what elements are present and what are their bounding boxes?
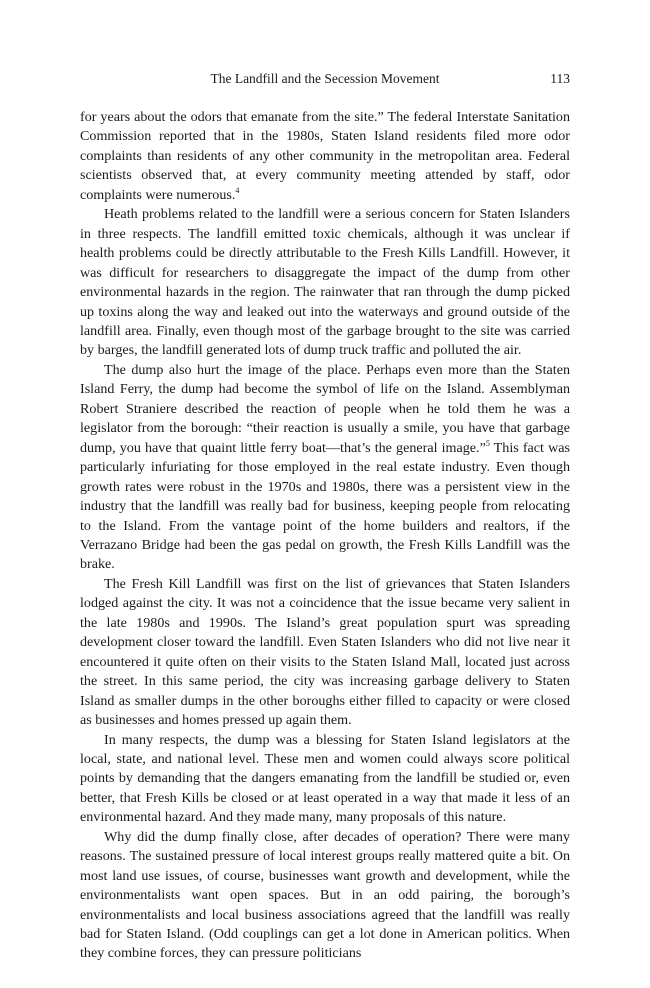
paragraph-text: Why did the dump finally close, after decades of operation? There were many reasons. The sustained pressure of local interest groups really mattered quite a bit. On most land use issues, of course, businesses want growth and development, while the environmentalists want open spaces. But in an odd pairing, the borough’s environmentalists and local business associations agreed that the landfill was really bad for Staten Island. (Odd couplings can get a lot done in American politics. When they combine forces, they can pressure politicians: [80, 828, 570, 962]
paragraph-5: [80, 731, 570, 828]
paragraph-6: [80, 828, 570, 964]
running-header: [80, 70, 570, 88]
paragraph-text: Heath problems related to the landfill were a serious concern for Staten Islanders in three respects. The landfill emitted toxic chemicals, although it was unclear if health problems could be directly attributable to the Fresh Kills Landfill. However, it was difficult for researchers to disaggregate the impact of the dump from other environmental hazards in the region. The rainwater that ran through the dump picked up toxins along the way and leaked out into the waterways and ground outside of the landfill area. Finally, even though most of the garbage brought to the site was carried by barges, the landfill generated lots of dump truck traffic and polluted the air.: [80, 206, 570, 359]
paragraph-2: [80, 205, 570, 361]
page-number: 113: [550, 71, 570, 86]
paragraph-3: [80, 361, 570, 575]
paragraph-4: [80, 575, 570, 731]
paragraph-text: In many respects, the dump was a blessing for Staten Island legislators at the local, state, and national level. These men and women could always score political points by demanding that the dangers emanating from the landfill be studied or, even better, that Fresh Kills be closed or at least operated in a way that made it less of an environmental hazard. And they made many, many proposals of this nature.: [80, 731, 570, 826]
paragraph-text: for years about the odors that emanate from the site.” The federal Interstate Sanitation Commission reported that in the 1980s, Staten Island residents filed more odor complaints than residents of any other community in the metropolitan area. Federal scientists observed that, at every community meeting attended by staff, odor complaints were numerous.: [80, 109, 570, 203]
body-text: [80, 108, 570, 964]
paragraph-1: [80, 108, 570, 205]
paragraph-text: This fact was particularly infuriating for those employed in the real estate industry. Even though growth rates were robust in the 1970s and 1980s, there was a persistent view in the industry that the landfill was really bad for business, keeping people from relocating to the Island. From the vantage point of the home builders and realtors, if the Verrazano Bridge had been the gas pedal on growth, the Fresh Kills Landfill was the brake.: [80, 439, 570, 573]
paragraph-text: The dump also hurt the image of the place. Perhaps even more than the Staten Island Ferry, the dump had become the symbol of life on the Island. Assemblyman Robert Straniere described the reaction of people when he told them he was a legislator from the borough: “their reaction is usually a smile, you have that garbage dump, you have that quaint little ferry boat—that’s the general image.”: [80, 361, 570, 456]
footnote-ref-5[interactable]: 5: [485, 438, 490, 448]
running-title: The Landfill and the Secession Movement: [210, 71, 440, 86]
footnote-ref-4[interactable]: 4: [235, 185, 240, 195]
paragraph-text: The Fresh Kill Landfill was first on the list of grievances that Staten Islanders lodged against the city. It was not a coincidence that the issue became very salient in the late 1980s and 1990s. The Island’s great population spurt was spreading development closer toward the landfill. Even Staten Islanders who did not live near it encountered it quite often on their visits to the Staten Island Mall, located just across the street. In this same period, the city was increasing garbage delivery to Staten Island as smaller dumps in the other boroughs either filled to capacity or were closed as businesses and homes pressed up again them.: [80, 575, 570, 729]
